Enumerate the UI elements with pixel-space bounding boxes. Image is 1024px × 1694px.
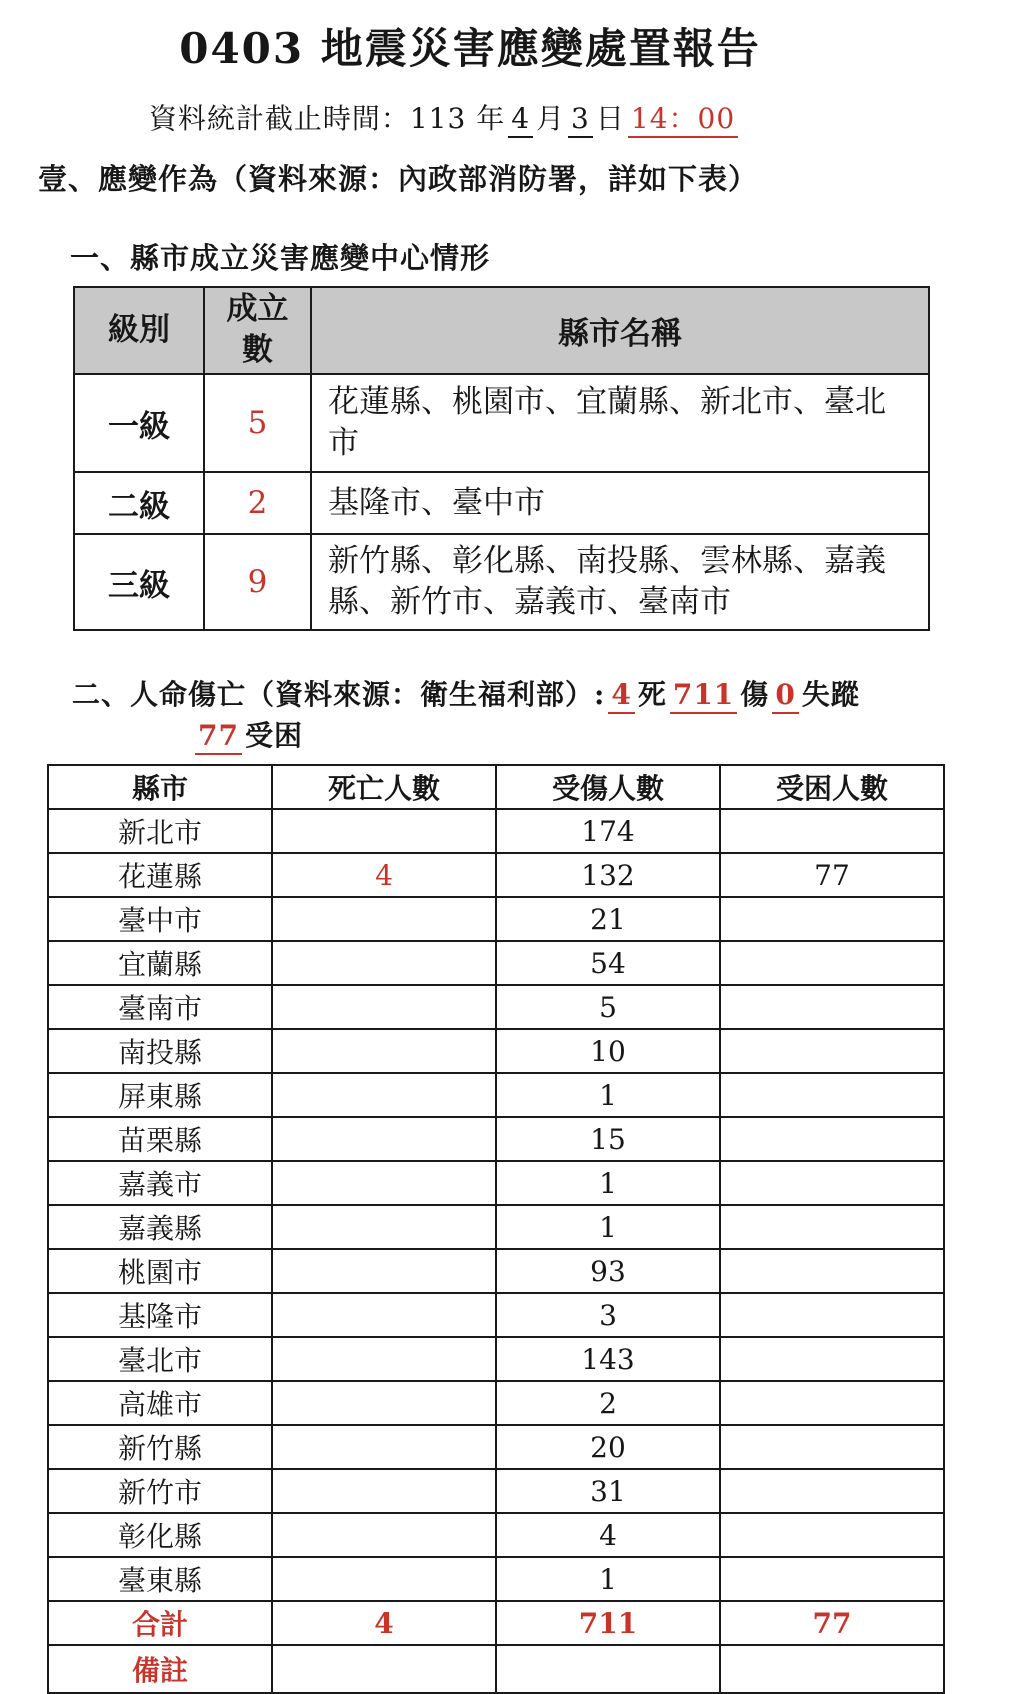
total-deaths-cell: 4 <box>272 1601 496 1645</box>
deaths-cell <box>272 1117 496 1161</box>
city-cell: 嘉義縣 <box>48 1205 272 1249</box>
injured-cell: 174 <box>496 809 720 853</box>
cutoff-month: 4 <box>508 102 533 138</box>
section2-line1 <box>72 675 1024 716</box>
trapped-cell <box>720 809 944 853</box>
cutoff-time: 14：00 <box>628 102 738 138</box>
injured-count: 711 <box>670 678 737 714</box>
trapped-cell: 77 <box>720 853 944 897</box>
note-empty-cell <box>720 1645 944 1693</box>
city-cell: 新北市 <box>48 809 272 853</box>
section2-prefix: 二、人命傷亡（資料來源：衛生福利部）: <box>72 678 606 712</box>
city-cell: 屏東縣 <box>48 1073 272 1117</box>
total-label: 合計 <box>48 1601 272 1645</box>
trapped-cell <box>720 1029 944 1073</box>
injured-cell: 132 <box>496 853 720 897</box>
city-cell: 基隆市 <box>48 1293 272 1337</box>
city-cell: 臺南市 <box>48 985 272 1029</box>
injured-cell: 31 <box>496 1469 720 1513</box>
cutoff-month-unit: 月 <box>536 101 566 135</box>
injured-cell: 1 <box>496 1161 720 1205</box>
count-header: 成立數 <box>204 287 311 375</box>
cutoff-day: 3 <box>568 102 593 138</box>
trapped-cell <box>720 1161 944 1205</box>
city-cell: 臺北市 <box>48 1337 272 1381</box>
casualty-row <box>48 1469 944 1513</box>
trapped-cell <box>720 1381 944 1425</box>
trapped-cell <box>720 1249 944 1293</box>
trapped-cell <box>720 1469 944 1513</box>
trapped-cell <box>720 941 944 985</box>
city-cell: 花蓮縣 <box>48 853 272 897</box>
count-cell: 5 <box>204 374 311 472</box>
injured-cell: 4 <box>496 1513 720 1557</box>
casualty-row <box>48 1293 944 1337</box>
deaths-cell <box>272 1381 496 1425</box>
note-row <box>48 1645 944 1693</box>
trapped-cell <box>720 1205 944 1249</box>
count-cell: 2 <box>204 472 311 534</box>
city-cell: 宜蘭縣 <box>48 941 272 985</box>
city-cell: 新竹市 <box>48 1469 272 1513</box>
casualty-row <box>48 1117 944 1161</box>
casualty-row <box>48 1073 944 1117</box>
deaths-cell <box>272 1293 496 1337</box>
deaths-cell <box>272 1425 496 1469</box>
city-cell: 高雄市 <box>48 1381 272 1425</box>
cities-cell: 基隆市、臺中市 <box>311 472 929 534</box>
total-injured-cell: 711 <box>496 1601 720 1645</box>
deaths-cell <box>272 1161 496 1205</box>
casualty-row <box>48 985 944 1029</box>
trapped-cell <box>720 1337 944 1381</box>
eoc-header-row <box>74 287 929 375</box>
injured-cell: 54 <box>496 941 720 985</box>
city-cell: 新竹縣 <box>48 1425 272 1469</box>
casualty-row <box>48 1029 944 1073</box>
casualty-row <box>48 809 944 853</box>
eoc-row <box>74 374 929 472</box>
note-empty-cell <box>272 1645 496 1693</box>
deaths-cell: 4 <box>272 853 496 897</box>
casualty-row <box>48 1205 944 1249</box>
trapped-count: 77 <box>195 719 242 755</box>
page-title: 0403 地震災害應變處置報告 <box>179 24 761 73</box>
injured-header: 受傷人數 <box>496 765 720 809</box>
section1-heading: 壹、應變作為（資料來源：內政部消防署，詳如下表） <box>38 161 759 196</box>
deaths-cell <box>272 809 496 853</box>
cities-cell: 新竹縣、彰化縣、南投縣、雲林縣、嘉義縣、新竹市、嘉義市、臺南市 <box>311 534 929 630</box>
eoc-table <box>73 286 930 632</box>
cutoff-line <box>0 97 890 137</box>
eoc-row <box>74 534 929 630</box>
deaths-cell <box>272 1029 496 1073</box>
injured-cell: 2 <box>496 1381 720 1425</box>
deaths-cell <box>272 1513 496 1557</box>
cutoff-day-unit: 日 <box>595 101 625 135</box>
casualty-row <box>48 853 944 897</box>
note-label: 備註 <box>48 1645 272 1693</box>
casualty-row <box>48 1249 944 1293</box>
trapped-cell <box>720 1117 944 1161</box>
trapped-header: 受困人數 <box>720 765 944 809</box>
city-cell: 嘉義市 <box>48 1161 272 1205</box>
deaths-cell <box>272 1557 496 1601</box>
casualty-row <box>48 1381 944 1425</box>
total-trapped-cell: 77 <box>720 1601 944 1645</box>
casualty-row <box>48 897 944 941</box>
casualty-row <box>48 1161 944 1205</box>
total-row <box>48 1601 944 1645</box>
level-header: 級別 <box>74 287 204 375</box>
trapped-label: 受困 <box>244 718 303 752</box>
eoc-row <box>74 472 929 534</box>
deaths-cell <box>272 1249 496 1293</box>
deaths-cell <box>272 897 496 941</box>
trapped-cell <box>720 1513 944 1557</box>
injured-cell: 1 <box>496 1205 720 1249</box>
city-cell: 臺東縣 <box>48 1557 272 1601</box>
deaths-count: 4 <box>608 678 634 714</box>
deaths-cell <box>272 941 496 985</box>
city-cell: 南投縣 <box>48 1029 272 1073</box>
section2-line2 <box>72 716 1024 757</box>
note-empty-cell <box>496 1645 720 1693</box>
missing-label: 失蹤 <box>801 678 860 712</box>
injured-cell: 1 <box>496 1557 720 1601</box>
casualty-table-body <box>48 809 944 1601</box>
injured-cell: 1 <box>496 1073 720 1117</box>
section2-heading <box>72 675 1024 756</box>
city-cell: 臺中市 <box>48 897 272 941</box>
casualty-row <box>48 1425 944 1469</box>
injured-cell: 21 <box>496 897 720 941</box>
deaths-cell <box>272 1337 496 1381</box>
casualty-row <box>48 1513 944 1557</box>
cutoff-label: 資料統計截止時間：113 年 <box>148 101 506 135</box>
cities-header: 縣市名稱 <box>311 287 929 375</box>
injured-cell: 5 <box>496 985 720 1029</box>
injured-cell: 10 <box>496 1029 720 1073</box>
trapped-cell <box>720 1557 944 1601</box>
deaths-cell <box>272 1073 496 1117</box>
injured-cell: 143 <box>496 1337 720 1381</box>
table1-heading: 一、縣市成立災害應變中心情形 <box>70 240 491 275</box>
deaths-cell <box>272 985 496 1029</box>
injured-cell: 3 <box>496 1293 720 1337</box>
casualty-row <box>48 1557 944 1601</box>
deaths-label: 死 <box>637 678 667 712</box>
city-cell: 彰化縣 <box>48 1513 272 1557</box>
injured-cell: 15 <box>496 1117 720 1161</box>
trapped-cell <box>720 985 944 1029</box>
injured-cell: 93 <box>496 1249 720 1293</box>
deaths-cell <box>272 1205 496 1249</box>
casualty-row <box>48 1337 944 1381</box>
missing-count: 0 <box>772 678 798 714</box>
city-cell: 桃園市 <box>48 1249 272 1293</box>
city-header: 縣市 <box>48 765 272 809</box>
level-cell: 三級 <box>74 534 204 630</box>
level-cell: 二級 <box>74 472 204 534</box>
trapped-cell <box>720 897 944 941</box>
injured-label: 傷 <box>740 678 770 712</box>
city-cell: 苗栗縣 <box>48 1117 272 1161</box>
injured-cell: 20 <box>496 1425 720 1469</box>
trapped-cell <box>720 1425 944 1469</box>
trapped-cell <box>720 1293 944 1337</box>
level-cell: 一級 <box>74 374 204 472</box>
casualty-header-row <box>48 765 944 809</box>
trapped-cell <box>720 1073 944 1117</box>
count-cell: 9 <box>204 534 311 630</box>
deaths-header: 死亡人數 <box>272 765 496 809</box>
deaths-cell <box>272 1469 496 1513</box>
cities-cell: 花蓮縣、桃園市、宜蘭縣、新北市、臺北市 <box>311 374 929 472</box>
casualty-row <box>48 941 944 985</box>
casualty-table <box>47 764 945 1694</box>
